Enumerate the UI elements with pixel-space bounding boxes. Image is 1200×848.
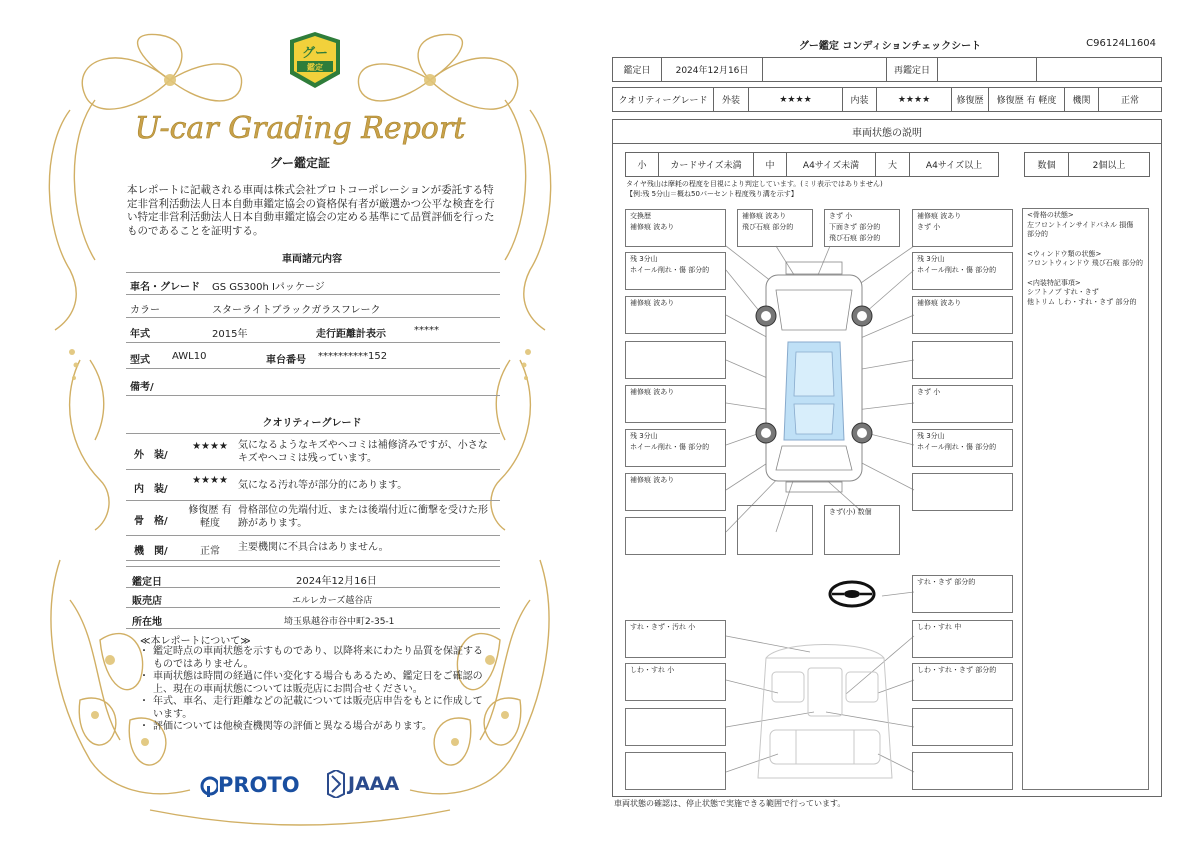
box-line: 補修痕 波あり [917, 299, 962, 307]
address-value: 埼玉県越谷市谷中町2-35-1 [284, 617, 395, 627]
note-item: ・ 年式、車名、走行距離などの記載については販売店申告をもとに作成しています。 [139, 696, 491, 721]
box-line: 補修痕 波あり [630, 476, 675, 484]
empty-box [912, 708, 1013, 746]
dealer-table [126, 566, 500, 629]
appraisal-date-value: 2024年12月16日 [296, 576, 377, 587]
tire-box [912, 252, 1013, 290]
empty-box [625, 708, 726, 746]
chassis-label: 車台番号 [266, 355, 306, 366]
grade-description: 骨格部位の先端付近、または後端付近に衝撃を受けた形跡があります。 [238, 505, 488, 529]
legend-large-desc: A4サイズ以上 [925, 161, 983, 171]
name-label: 車名・グレード [130, 282, 200, 293]
legend-large-desc-cell [909, 152, 999, 177]
interior-title: <内装特記事項> [1027, 278, 1081, 287]
empty-box [737, 505, 813, 555]
legend-count-cell [1024, 152, 1069, 177]
box-line: 残 3分山 [630, 255, 658, 263]
damage-box [912, 209, 1013, 247]
sheet-code: C96124L1604 [1086, 38, 1156, 49]
note-item: ・ 車両状態は時間の経過に伴い変化する場合もあるため、鑑定日をご確認の上、現在の車両状態については販売店にお問合せください。 [139, 671, 491, 696]
note-item: ・ 鑑定時点の車両状態を示すものであり、以降将来にわたり品質を保証するものではありません。 [139, 646, 491, 671]
box-line: 飛び石痕 部分的 [829, 234, 881, 242]
empty-box [625, 341, 726, 379]
damage-box [625, 385, 726, 423]
engine-value-cell [1098, 87, 1162, 112]
grade-label: 内 装/ [134, 484, 168, 495]
reappraisal-label-cell [886, 57, 938, 82]
color-value: スターライトブラックガラスフレーク [212, 305, 381, 316]
quality-section-title: クオリティーグレード [262, 418, 362, 429]
grade-row-exterior [126, 433, 500, 470]
model-value: AWL10 [172, 351, 207, 362]
reappraisal-value-cell [937, 57, 1037, 82]
interior-box [625, 620, 726, 658]
box-line: 補修痕 波あり [630, 223, 675, 231]
damage-box [824, 209, 900, 247]
tire-note-line-1: タイヤ残山は摩耗の程度を目視により判定しています。(ミリ表示ではありません) [626, 180, 883, 188]
grade-row-frame [126, 501, 500, 536]
tire-box [625, 429, 726, 467]
damage-box [912, 385, 1013, 423]
interior-label-cell [842, 87, 877, 112]
box-line: しわ・すれ 小 [630, 666, 675, 674]
exterior-value: ★★★★ [779, 94, 812, 105]
grade-label: 機 関/ [134, 546, 168, 557]
badge-bottom-text: 鑑定 [307, 63, 323, 72]
chassis-value: **********152 [318, 351, 388, 362]
grade-value: ★★★★ [192, 441, 228, 452]
box-line: 残 3分山 [630, 432, 658, 440]
condition-check-sheet [600, 0, 1200, 848]
window-notes [1027, 250, 1144, 269]
date-label: 鑑定日 [623, 66, 651, 76]
dealer-label: 販売店 [132, 596, 162, 607]
grade-description: 気になるようなキズやヘコミは補修済みですが、小さなキズやヘコミは残っています。 [238, 440, 488, 464]
reappraisal-extra-cell [1036, 57, 1162, 82]
spec-row-remarks [126, 369, 500, 396]
color-label: カラー [130, 305, 160, 316]
box-line: 残 3分山 [917, 255, 945, 263]
damage-box [625, 473, 726, 511]
engine-label-cell [1064, 87, 1099, 112]
appraisal-date-label: 鑑定日 [132, 577, 162, 588]
engine-value: 正常 [1120, 96, 1139, 106]
steering-box [912, 575, 1013, 613]
empty-box [912, 341, 1013, 379]
legend-count-desc-cell [1068, 152, 1150, 177]
spec-row-color [126, 295, 500, 318]
repair-value-cell [988, 87, 1065, 112]
damage-box [824, 505, 900, 555]
empty-box [625, 517, 726, 555]
quality-label-cell [612, 87, 714, 112]
date-label-cell [612, 57, 662, 82]
jaaa-logo-icon [326, 770, 346, 798]
remarks-label: 備考/ [130, 382, 154, 393]
tire-note-line-2: 【例:残 5分山＝概ね50パーセント程度残り溝を示す】 [626, 189, 798, 198]
badge-top-text: グー [301, 46, 329, 61]
certificate-statement: 本レポートに記載される車両は株式会社プロトコーポレーションが委託する特定非営利活動法人日本自動車鑑定協会の資格保有者が厳選かつ公平な検査を行い特定非営利活動法人日本自動車鑑定協会の定める基準にて品質評価を行ったものであることを証明する。 [127, 184, 495, 237]
legend-small-desc: カードサイズ未満 [670, 161, 742, 171]
year-label: 年式 [130, 329, 150, 340]
date-value-cell [661, 57, 763, 82]
model-label: 型式 [130, 355, 150, 366]
mileage-value: ***** [414, 325, 439, 336]
grade-label: 骨 格/ [134, 516, 168, 527]
report-title-text: U-car Grading Report [134, 111, 466, 146]
spec-section-title: 車両諸元内容 [282, 254, 342, 265]
box-line: きず(小) 数個 [829, 508, 872, 516]
proto-logo-icon [200, 774, 218, 798]
tire-note [626, 180, 883, 199]
legend-mid-desc-cell [786, 152, 876, 177]
date-value: 2024年12月16日 [675, 66, 749, 76]
box-line: 補修痕 波あり [917, 212, 962, 220]
legend-large: 大 [887, 161, 897, 171]
box-line: 下面きず 部分的 [829, 223, 881, 231]
tire-box [912, 429, 1013, 467]
interior-box [912, 620, 1013, 658]
legend-count: 数個 [1037, 161, 1056, 171]
box-line: すれ・きず・汚れ 小 [630, 623, 696, 631]
frame-line-2: 部分的 [1027, 230, 1048, 238]
legend-mid: 中 [765, 161, 775, 171]
legend-large-cell [875, 152, 910, 177]
interior-box [625, 663, 726, 701]
empty-box [912, 473, 1013, 511]
box-line: ホイール削れ・傷 部分的 [917, 443, 997, 451]
legend-mid-cell [753, 152, 787, 177]
address-row [126, 608, 500, 629]
grade-label: 外 装/ [134, 450, 168, 461]
reappraisal-label: 再鑑定日 [893, 66, 930, 76]
jaaa-logo-text: JAAA [348, 773, 400, 795]
sheet-footnote: 車両状態の確認は、停止状態で実施できる範囲で行っています。 [614, 799, 846, 808]
legend-count-desc: 2個以上 [1092, 161, 1126, 171]
special-notes-box [1022, 208, 1149, 790]
note-item: ・ 評価については他検査機関等の評価と異なる場合があります。 [139, 721, 491, 734]
notes-list [139, 646, 491, 734]
frame-notes [1027, 211, 1144, 240]
condition-title: 車両状態の説明 [612, 119, 1162, 144]
exterior-label: 外装 [721, 96, 740, 106]
box-line: すれ・きず 部分的 [917, 578, 976, 586]
spec-row-model [126, 343, 500, 369]
box-line: 補修痕 波あり [742, 212, 787, 220]
address-label: 所在地 [132, 617, 162, 628]
box-line: きず 小 [917, 223, 941, 231]
legend-small: 小 [637, 161, 647, 171]
window-line-1: フロントウィンドウ 飛び石痕 部分的 [1027, 259, 1144, 267]
damage-box [737, 209, 813, 247]
interior-line-1: シフトノブ すれ・きず [1027, 288, 1099, 296]
repair-value: 修復歴 有 軽度 [996, 96, 1057, 106]
box-line: 飛び石痕 部分的 [742, 223, 794, 231]
box-line: 補修痕 波あり [630, 388, 675, 396]
tire-box [625, 252, 726, 290]
notes-title: ≪本レポートについて≫ [140, 636, 251, 647]
grade-description: 気になる汚れ等が部分的にあります。 [238, 480, 408, 491]
name-value: GS GS300h Iパッケージ [212, 282, 325, 293]
dealer-row [126, 588, 500, 608]
interior-box [912, 663, 1013, 701]
interior-line-2: 他トリム しわ・すれ・きず 部分的 [1027, 297, 1137, 306]
legend-small-desc-cell [658, 152, 754, 177]
interior-value: ★★★★ [897, 94, 931, 105]
box-line: きず 小 [829, 212, 853, 220]
box-line: きず 小 [917, 388, 941, 396]
date-blank-cell [762, 57, 887, 82]
year-value: 2015年 [212, 329, 248, 340]
empty-box [625, 752, 726, 790]
grade-value: 修復歴 有 軽度 [188, 505, 232, 529]
spec-row-name [126, 272, 500, 295]
proto-logo: PROTO [218, 773, 300, 797]
interior-value-cell [876, 87, 952, 112]
goo-appraisal-badge [286, 30, 344, 92]
spec-row-year [126, 318, 500, 343]
box-line: ホイール削れ・傷 部分的 [630, 443, 710, 451]
box-line: ホイール削れ・傷 部分的 [917, 266, 997, 274]
box-line: 補修痕 波あり [630, 299, 675, 307]
box-line: 交換歴 [630, 212, 651, 220]
exterior-label-cell [713, 87, 749, 112]
window-title: <ウィンドウ類の状態> [1027, 249, 1102, 258]
legend-small-cell [625, 152, 659, 177]
box-line: しわ・すれ 中 [917, 623, 962, 631]
sheet-title: グー鑑定 コンディションチェックシート [798, 41, 982, 52]
exterior-value-cell [748, 87, 843, 112]
quality-label: クオリティーグレード [618, 96, 708, 106]
frame-line-1: 左フロントインサイドパネル 損傷 [1027, 220, 1134, 229]
certificate-heading: グー鑑定証 [269, 156, 330, 170]
damage-box [625, 296, 726, 334]
damage-box [625, 209, 726, 247]
mileage-label: 走行距離計表示 [316, 329, 386, 340]
grade-row-interior [126, 470, 500, 501]
report-title [120, 98, 480, 158]
box-line: ホイール削れ・傷 部分的 [630, 266, 710, 274]
grade-value: 正常 [200, 546, 220, 557]
jaaa-logo [326, 770, 416, 800]
grade-description: 主要機関に不具合はありません。 [238, 542, 389, 553]
box-line: 残 3分山 [917, 432, 945, 440]
empty-box [912, 752, 1013, 790]
grade-row-engine [126, 536, 500, 561]
interior-notes [1027, 279, 1144, 308]
damage-box [912, 296, 1013, 334]
grade-table [126, 433, 500, 561]
interior-label: 内装 [850, 96, 869, 106]
repair-label-cell [951, 87, 989, 112]
spec-table [126, 272, 500, 396]
appraisal-date-row [126, 566, 500, 588]
grade-value: ★★★★ [192, 475, 228, 486]
legend-mid-desc: A4サイズ未満 [802, 161, 860, 171]
frame-title: <骨格の状態> [1027, 211, 1074, 219]
repair-label: 修復歴 [956, 96, 984, 106]
engine-label: 機関 [1072, 96, 1091, 106]
box-line: しわ・すれ・きず 部分的 [917, 666, 997, 674]
dealer-value: エルレカーズ越谷店 [292, 596, 373, 606]
